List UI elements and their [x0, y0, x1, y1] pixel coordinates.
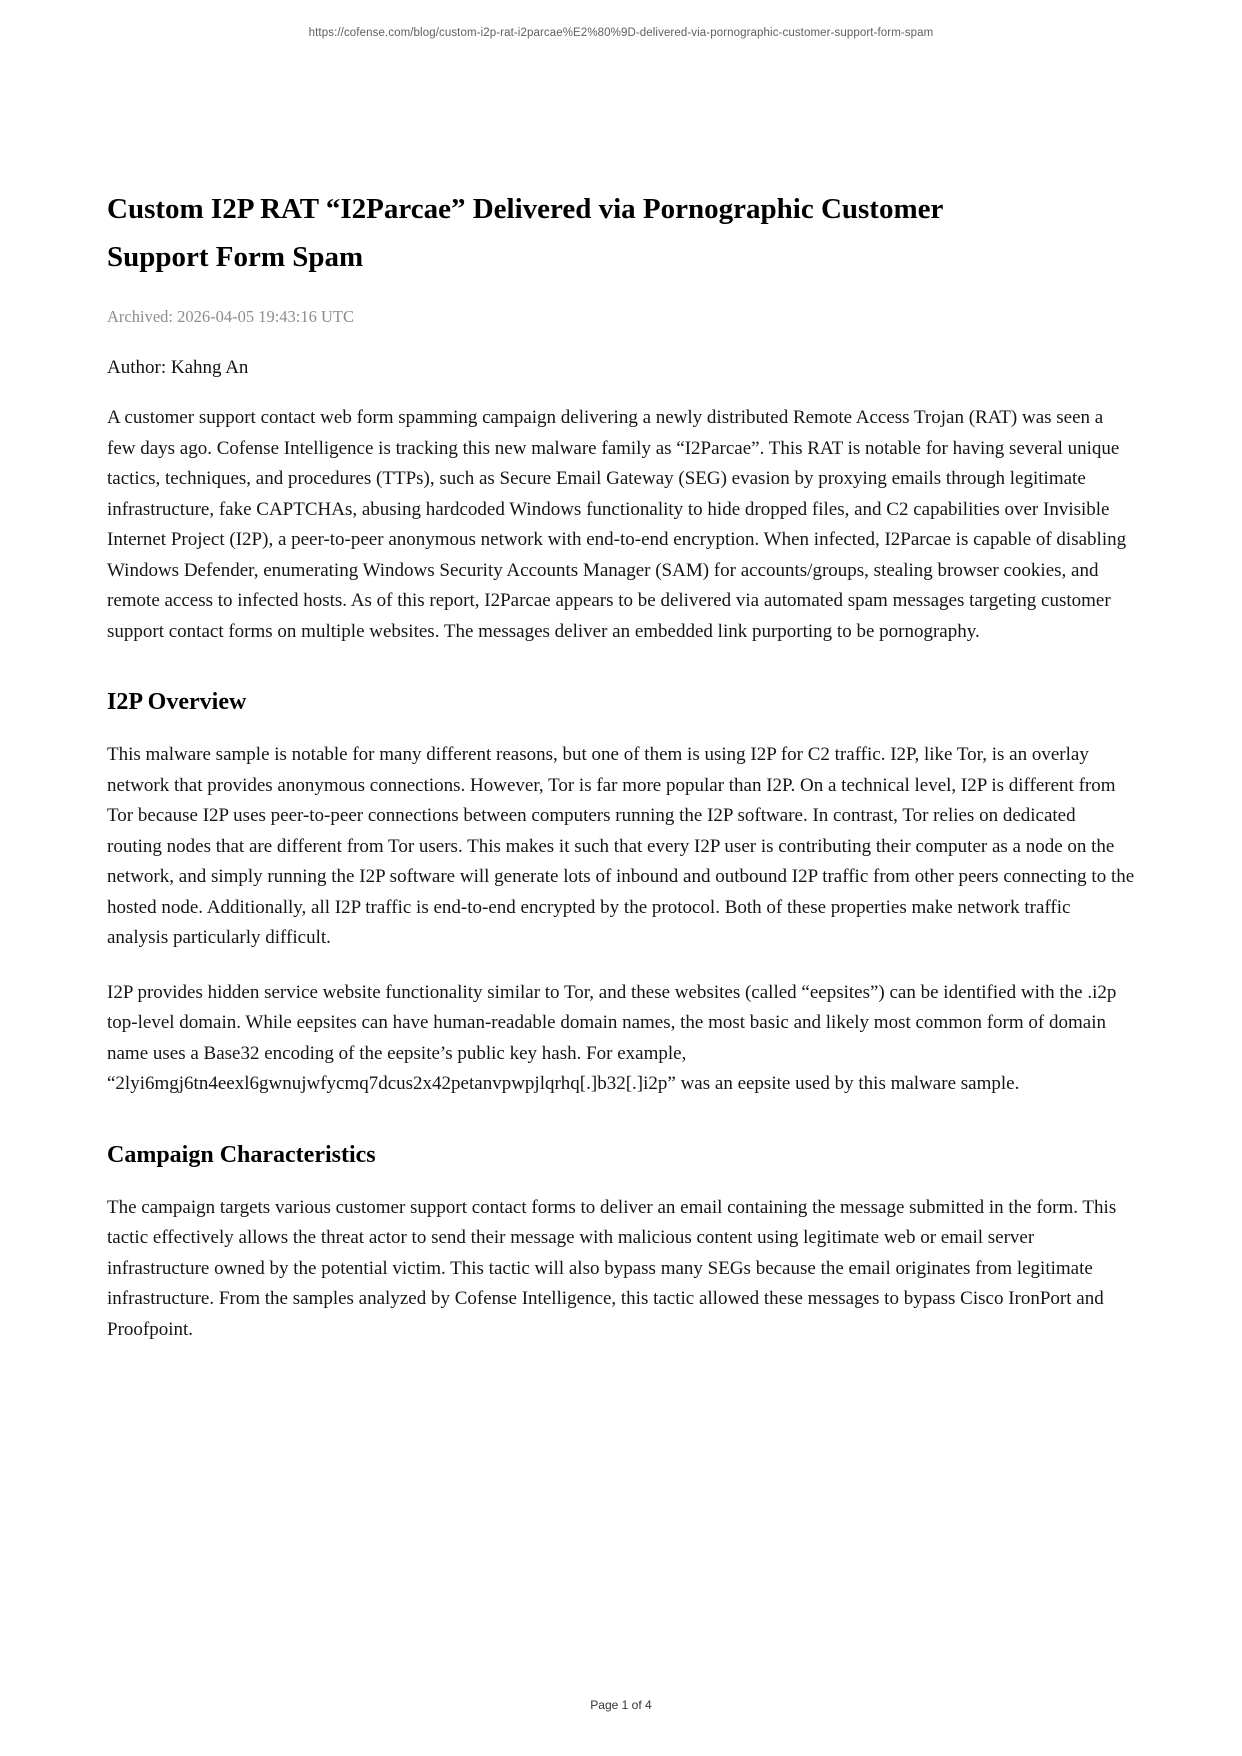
i2p-overview-paragraph-2: I2P provides hidden service website functionality similar to Tor, and these websites (called “eepsites”) can be identified with the .i2p top-level domain. While eepsites can have human-readable domain names, the most basic and likely most common form of domain name uses a Base32 encoding of the eepsite’s public key hash. For example, “2lyi6mgj6tn4eexl6gwnujwfycmq7dcus2x42petanvpwpjlqrhq[.]b32[.]i2p” was an eepsite used by this malware sample. — [107, 981, 1117, 1094]
section-heading-i2p-overview: I2P Overview — [107, 689, 247, 715]
intro-paragraph: A customer support contact web form spamming campaign delivering a newly distributed Remote Access Trojan (RAT) was seen a few days ago. Cofense Intelligence is tracking this new malware family as “I2Parcae”. This RAT is notable for having several unique tactics, techniques, and procedures (TTPs), such as Secure Email Gateway (SEG) evasion by proxying emails through legitimate infrastructure, fake CAPTCHAs, abusing hardcoded Windows functionality to hide dropped files, and C2 capabilities over Invisible Internet Project (I2P), a peer-to-peer anonymous network with end-to-end encryption. When infected, I2Parcae is capable of disabling Windows Defender, enumerating Windows Security Accounts Manager (SAM) for accounts/groups, stealing browser cookies, and remote access to infected hosts. As of this report, I2Parcae appears to be delivered via automated spam messages targeting customer support contact forms on multiple websites. The messages deliver an embedded link purporting to be pornography. — [107, 407, 1127, 642]
author-line: Author: Kahng An — [107, 357, 249, 378]
page-header — [0, 0, 1242, 39]
article-body — [0, 185, 1242, 1345]
page-footer — [0, 1698, 1242, 1712]
section-heading-campaign-characteristics: Campaign Characteristics — [107, 1141, 376, 1168]
archived-timestamp: Archived: 2026-04-05 19:43:16 UTC — [107, 307, 355, 326]
article-title: Custom I2P RAT “I2Parcae” Delivered via Pornographic Customer Support Form Spam — [107, 193, 943, 273]
source-url: https://cofense.com/blog/custom-i2p-rat-i2parcae%E2%80%9D-delivered-via-pornographic-customer-support-form-spam — [308, 27, 934, 39]
i2p-overview-paragraph-1: This malware sample is notable for many different reasons, but one of them is using I2P for C2 traffic. I2P, like Tor, is an overlay network that provides anonymous connections. However, Tor is far more popular than I2P. On a technical level, I2P is different from Tor because I2P uses peer-to-peer connections between computers running the I2P software. In contrast, Tor relies on dedicated routing nodes that are different from Tor users. This makes it such that every I2P user is contributing their computer as a node on the network, and simply running the I2P software will generate lots of inbound and outbound I2P traffic from other peers connecting to the hosted node. Additionally, all I2P traffic is end-to-end encrypted by the protocol. Both of these properties make network traffic analysis particularly difficult. — [107, 744, 1135, 948]
campaign-characteristics-paragraph-1: The campaign targets various customer support contact forms to deliver an email containing the message submitted in the form. This tactic effectively allows the threat actor to send their message with malicious content using legitimate web or email server infrastructure owned by the potential victim. This tactic will also bypass many SEGs because the email originates from legitimate infrastructure. From the samples analyzed by Cofense Intelligence, this tactic allowed these messages to bypass Cisco IronPort and Proofpoint. — [107, 1196, 1117, 1340]
page-number: Page 1 of 4 — [590, 1698, 652, 1712]
